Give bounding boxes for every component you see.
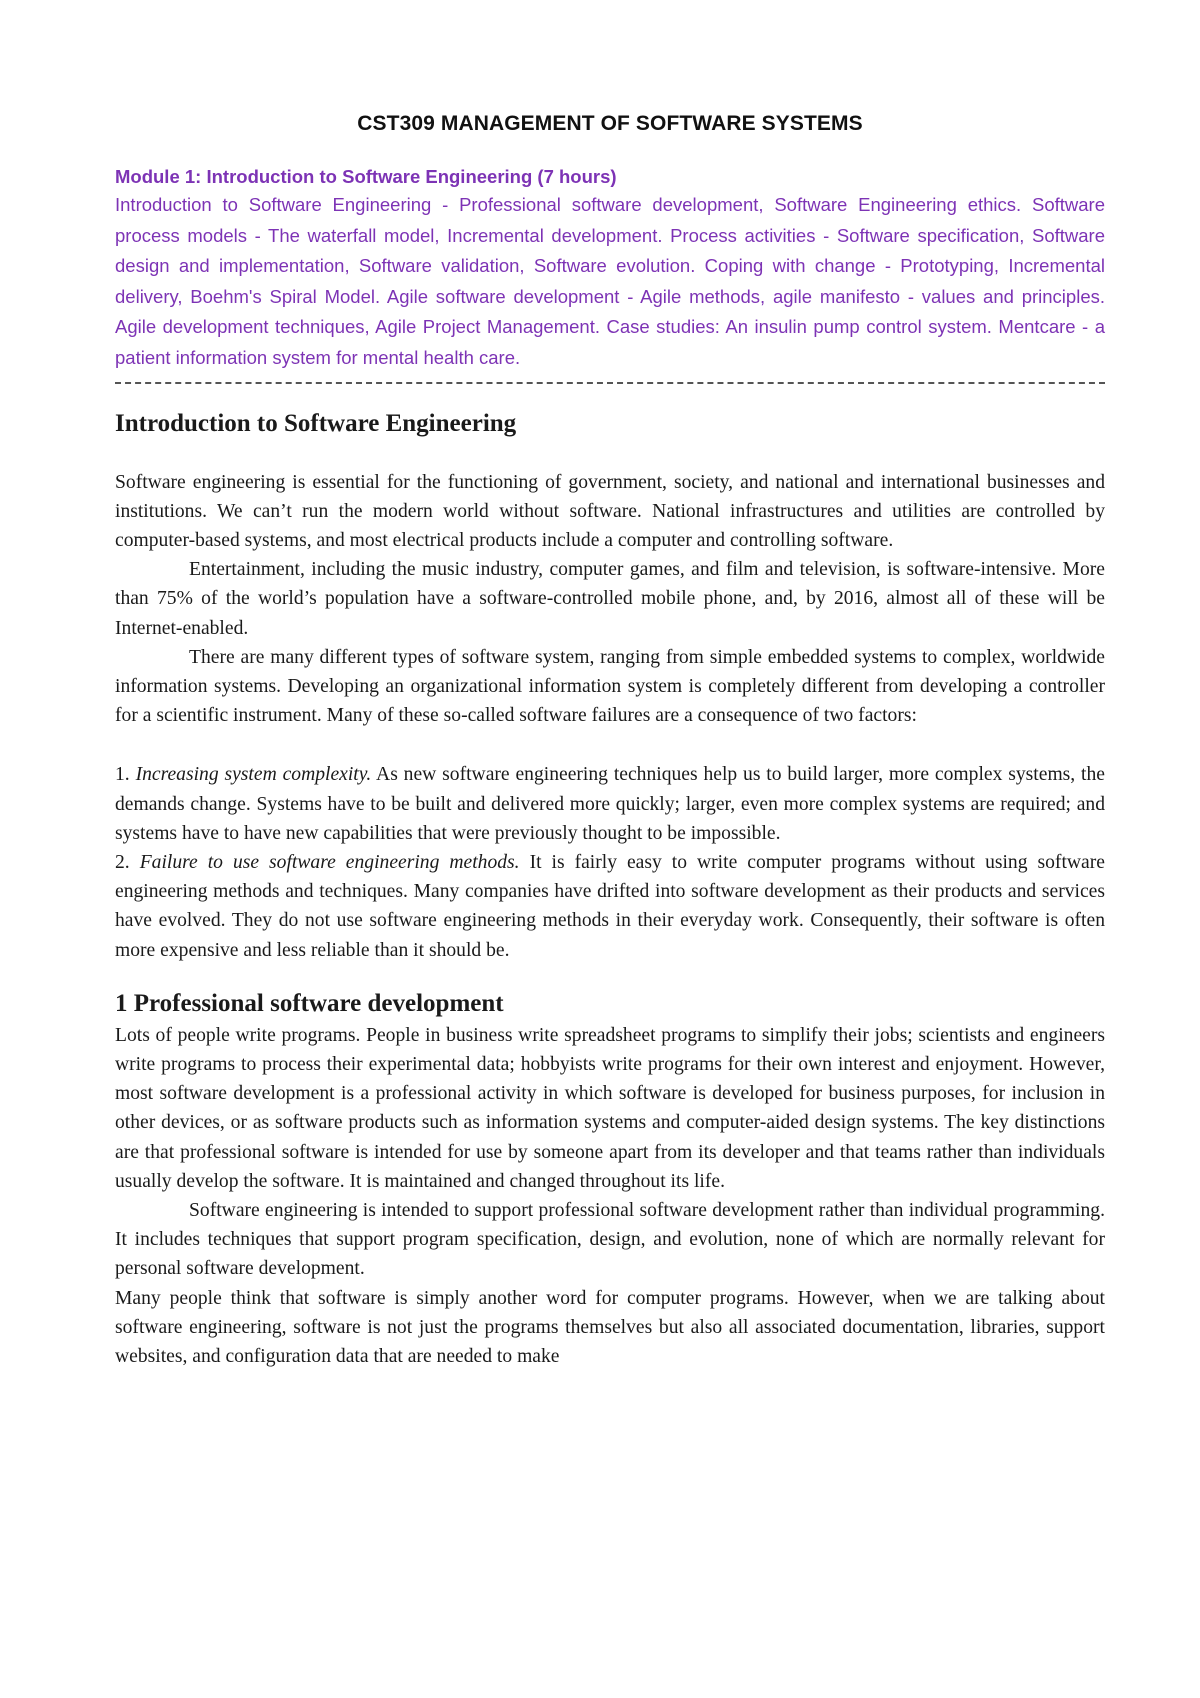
module-syllabus bbox=[115, 166, 1105, 374]
section-paragraph-1: Lots of people write programs. People in business write spreadsheet programs to simplify their jobs; scientists and engineers write programs to process their experimental data; hobbyists write programs for their own interest and enjoyment. However, most software development is a professional activity in which software is developed for business purposes, for inclusion in other devices, or as software products such as information systems and computer-aided design systems. The key distinctions are that professional software is intended for use by someone apart from its developer and that teams rather than individuals usually develop the software. It is maintained and changed throughout its life. bbox=[115, 1024, 1105, 1192]
intro-paragraph-2: Entertainment, including the music industry, computer games, and film and television, is software-intensive. More than 75% of the world’s population have a software-controlled mobile phone, and, by 2016, almost all of these will be Internet-enabled. bbox=[115, 559, 1105, 639]
factor-number: 1. bbox=[115, 764, 130, 786]
factor-text: It is fairly easy to write computer programs without using software engineering methods and techniques. Many companies have drifted into software development as their products and services have evolved. They do not use software engineering methods in their everyday work. Consequently, their software is often more expensive and less reliable than it should be. bbox=[115, 852, 1105, 961]
factor-item-1 bbox=[115, 760, 1105, 848]
factor-title: Increasing system complexity. bbox=[135, 764, 372, 786]
section-heading-professional-development: 1 Professional software development bbox=[115, 989, 504, 1017]
section-paragraph-3: Many people think that software is simply another word for computer programs. However, when we are talking about software engineering, software is not just the programs themselves but also all associated documentation, libraries, support websites, and configuration data that are needed to make bbox=[115, 1287, 1105, 1368]
document-title: CST309 MANAGEMENT OF SOFTWARE SYSTEMS bbox=[357, 112, 863, 135]
factor-number: 2. bbox=[115, 852, 130, 873]
module-heading: Module 1: Introduction to Software Engineering (7 hours) bbox=[115, 166, 617, 187]
section-divider bbox=[115, 382, 1105, 384]
module-description: Introduction to Software Engineering - Professional software development, Software Engineering ethics. Software process models - The waterfall model, Incremental development. Process activities - Software specification, Software design and implementation, Software validation, Software evolution. Coping with change - Prototyping, Incremental delivery, Boehm's Spiral Model. Agile software development - Agile methods, agile manifesto - values and principles. Agile development techniques, Agile Project Management. Case studies: An insulin pump control system. Mentcare - a patient information system for mental health care. bbox=[115, 194, 1105, 368]
intro-heading: Introduction to Software Engineering bbox=[115, 409, 517, 437]
factor-text: As new software engineering techniques help us to build larger, more complex systems, the demands change. Systems have to be built and delivered more quickly; larger, even more complex systems are required; and systems have to have new capabilities that were previously thought to be impossible. bbox=[115, 764, 1105, 844]
intro-paragraph-3: There are many different types of software system, ranging from simple embedded systems to complex, worldwide information systems. Developing an organizational information system is completely different from developing a controller for a scientific instrument. Many of these so-called software failures are a consequence of two factors: bbox=[115, 646, 1105, 727]
factor-title: Failure to use software engineering methods. bbox=[139, 852, 520, 873]
intro-paragraph-1: Software engineering is essential for the functioning of government, society, and national and international businesses and institutions. We can’t run the modern world without software. National infrastructures and utilities are controlled by computer-based systems, and most electrical products include a computer and controlling software. bbox=[115, 471, 1105, 551]
section-paragraph-2: Software engineering is intended to support professional software development rather than individual programming. It includes techniques that support program specification, design, and evolution, none of which are normally relevant for personal software development. bbox=[115, 1200, 1105, 1280]
factor-item-2 bbox=[115, 848, 1105, 965]
document-page bbox=[115, 112, 1105, 1371]
